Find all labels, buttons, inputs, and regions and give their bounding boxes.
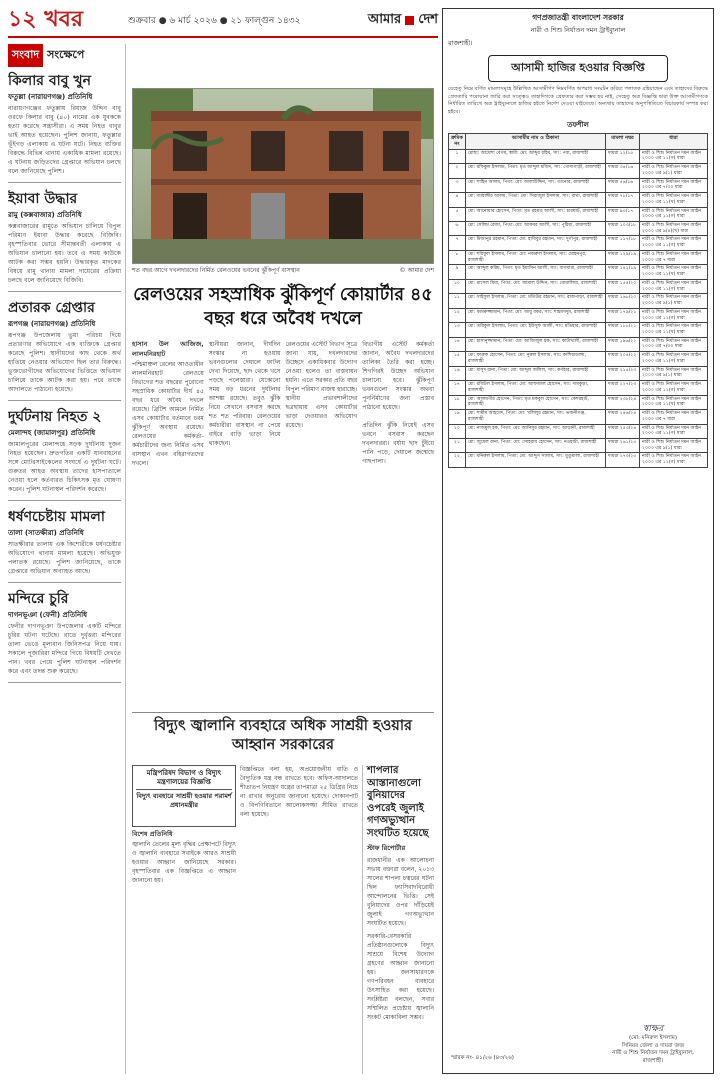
lead-text-4: বিভাগীয় এস্টেট কর্মকর্তা জানান, অবৈধ দখলদারদের তালিকা তৈরি করা হচ্ছে। শিগগিরই উচ্ছেদ অভিযান চালানো হবে। ঝুঁকিপূর্ণ ভবনগুলো সংস্কার অথবা পুনর্নির্মাণের জন্য প্রস্তাব পাঠানো হয়েছে।	[362, 341, 434, 411]
row-section: নারী ও শিশু নির্যাতন দমন আইন ২০০০ এর ১১(খ) ধারা	[640, 395, 708, 409]
row-accused: মো: রবিউল ইসলাম, পিতা: মো: আফজাল হোসেন, সাং: দামকুড়া, রাজশাহী	[465, 381, 605, 395]
side-byline: স্টাফ রিপোর্টার	[367, 844, 406, 852]
paper-name-part-b: দেশ	[418, 11, 438, 27]
row-case-no: দায়রা ২২৭/২৩	[606, 381, 640, 395]
table-row	[449, 294, 708, 308]
row-accused: মোছা: আয়েশা বেগম, স্বামী: মো: আব্দুর রহিম, সাং: পবা, রাজশাহী	[465, 149, 605, 163]
page-masthead	[8, 4, 438, 38]
paper-name	[368, 10, 438, 31]
paper-name-part-a: আমার	[367, 11, 402, 27]
col-header-accused: আসামীর নাম ও ঠিকানা	[465, 134, 605, 150]
table-row	[449, 410, 708, 424]
row-serial: ২০	[449, 424, 466, 438]
row-serial: ৬	[449, 221, 466, 235]
row-section: নারী ও শিশু নির্যাতন দমন আইন ২০০০ এর ৭/৩০ ধারা	[640, 178, 708, 192]
table-row	[449, 453, 708, 467]
energy-text-left: জ্বালানি তেলের মূল্য বৃদ্ধির প্রেক্ষাপটে বিদ্যুৎ ও জ্বালানি ব্যবহারে সবাইকে আরও সাশ্রয়ী হওয়ার আহ্বান জানিয়েছে সরকার। বৃহস্পতিবার এক বিজ্ঞপ্তিতে এ আহ্বান জানানো হয়।	[132, 840, 236, 884]
brief-byline: রূপগঞ্জ (নারায়ণগঞ্জ) প্রতিনিধি	[8, 320, 96, 329]
photo-credit: © আমার দেশ	[399, 267, 434, 274]
row-section: নারী ও শিশু নির্যাতন দমন আইন ২০০০ এর ৯(১) ধারা	[640, 294, 708, 308]
energy-text-mid: বিজ্ঞপ্তিতে বলা হয়, অপ্রয়োজনীয় বাতি ও বৈদ্যুতিক যন্ত্র বন্ধ রাখতে হবে। অফিস-আদালতে শীতাতপ নিয়ন্ত্রণ যন্ত্রের তাপমাত্রা ২৫ ডিগ্রির নিচে না রাখার অনুরোধ জানানো হয়েছে। দোকানপাট ও বিপণিবিতানে আলোকসজ্জা সীমিত রাখতে বলা হয়েছে।	[240, 766, 358, 818]
row-serial: ১৫	[449, 352, 466, 366]
signature-mark: স্বাক্ষর	[642, 1024, 664, 1035]
photo-caption: শত বছর আগে দখলদারদের নির্মিত রেলওয়ের ভবনের ঝুঁকিপূর্ণ বাসস্থান	[132, 267, 300, 274]
table-row	[449, 424, 708, 438]
notice-table-body	[449, 149, 708, 467]
row-accused: মো: মনিরুল ইসলাম, পিতা: মো: আব্দুস সালাম, সাং: মুণ্ডুমালা, রাজশাহী	[465, 453, 605, 467]
row-accused: মো: আব্দুল করিম, পিতা: মৃত ইয়াসিন আলী, সাং: বাগমারা, রাজশাহী	[465, 265, 605, 279]
row-case-no: দায়রা ২৩৮/২৪	[606, 395, 640, 409]
notice-tribunal-line: নারী ও শিশু নির্যাতন দমন ট্রাইব্যুনাল	[530, 26, 626, 34]
row-serial: ১৩	[449, 323, 466, 337]
row-section: নারী ও শিশু নির্যাতন দমন আইন ২০০০ এর ৯(১) ধারা	[640, 439, 708, 453]
row-accused: মো: আলমগীর হোসেন, পিতা: মৃত মকবুল হোসেন, সাং: কেশরহাট, রাজশাহী	[465, 395, 605, 409]
lead-text-3: রেলওয়ের এস্টেট বিভাগ সূত্রে জানা যায়, দখলদারদের উচ্ছেদে একাধিকবার উদ্যোগ নেওয়া হলেও তা বাস্তবায়ন হয়নি। এতে সরকার প্রতি বছর বিপুল পরিমাণ রাজস্ব হারাচ্ছে। স্থানীয় প্রভাবশালীদের ছত্রছায়ায় এসব কোয়ার্টার ভাড়া দেওয়ারও অভিযোগ রয়েছে।	[285, 341, 358, 429]
brief-headline: মন্দিরে চুরি	[8, 590, 69, 607]
row-accused: মো: কামরুজ্জামান, পিতা: মো: আবু বকর, সাং: শাহমখদুম, রাজশাহী	[465, 308, 605, 322]
brief-divider	[8, 182, 121, 183]
row-case-no: দায়রা ৫৬/১৬	[606, 178, 640, 192]
table-row	[449, 207, 708, 221]
row-case-no: দায়রা ৩৪/১৬	[606, 164, 640, 178]
brief-divider	[8, 582, 121, 583]
energy-col-mid	[240, 765, 358, 1074]
brief-headline: কিলার বাবু খুন	[8, 73, 91, 89]
brief-headline: ইয়াবা উদ্ধার	[8, 190, 78, 207]
row-serial: ১২	[449, 308, 466, 322]
row-section: নারী ও শিশু নির্যাতন দমন আইন ২০০০ এর ৭ ধারা	[640, 410, 708, 424]
brief-body: ফেনীর দাগনভূঞা উপজেলার একটি মন্দিরে চুরির ঘটনা ঘটেছে। রাতে দুর্বৃত্তরা মন্দিরের তালা ভেঙে মূল্যবান জিনিসপত্র নিয়ে যায়। সকালে পূজারিরা মন্দিরে গিয়ে বিষয়টি দেখতে পান। খবর পেয়ে পুলিশ ঘটনাস্থল পরিদর্শন করে এবং তদন্ত শুরু করেছে।	[8, 623, 121, 675]
row-serial: ২	[449, 164, 466, 178]
row-section: নারী ও শিশু নির্যাতন দমন আইন ২০০০ এর ৯(১) ধারা	[640, 164, 708, 178]
side-headline: শাপলার আস্তানাগুলো বুনিয়াদের ওপরেই জুলাই গণঅভ্যুত্থান সংঘটিত হয়েছে	[367, 765, 429, 839]
row-accused: মো: মিজানুর রহমান, পিতা: মো: হাবিবুর রহমান, সাং: দুর্গাপুর, রাজশাহী	[465, 236, 605, 250]
notice-place: রাজশাহী।	[448, 39, 473, 47]
brief-body: নারায়ণগঞ্জের ফতুল্লায় রিয়াজ উদ্দিন বাবু ওরফে কিলার বাবু (৪০) নামের এক যুবককে হত্যা করেছে সন্ত্রাসীরা। এ সময় নিহত বাবুর ভাই আহত হয়েছেন। পুলিশ জানায়, ফতুল্লার ভূঁইগড় এলাকায় এ ঘটনা ঘটে। নিহত ব্যক্তির বিরুদ্ধে বিভিন্ন থানায় একাধিক মামলা রয়েছে। এ ঘটনায় জড়িতদের গ্রেপ্তারে অভিযান চলছে বলে জানিয়েছে পুলিশ।	[8, 105, 121, 175]
briefs-tag-label: সংক্ষেপে	[47, 48, 85, 61]
row-serial: ১১	[449, 294, 466, 308]
row-accused: মো: সেলিম রেজা, পিতা: মো: আকবর আলী, সাং: পুঠিয়া, রাজশাহী	[465, 221, 605, 235]
row-section: নারী ও শিশু নির্যাতন দমন আইন ২০০০ এর ১১(গ) ধারা	[640, 308, 708, 322]
table-row	[449, 352, 708, 366]
table-row	[449, 439, 708, 453]
notice-intro: যেহেতু নিম্নে বর্ণিত মামলাসমূহে উল্লিখিত আসামীগণ নিম্নবর্ণিত অপরাধ সংঘটন করিয়া পলাতক রহিয়াছেন এবং তাহাদের বিরুদ্ধে গ্রেফতারি পরোয়ানা জারি করা সত্ত্বেও তাহাদিগকে গ্রেফতার করা সম্ভব হয় নাই, সেহেতু অত্র বিজ্ঞপ্তি দ্বারা উক্ত আসামীগণকে নির্ধারিত তারিখে অত্র ট্রাইব্যুনালে হাজির হইতে নির্দেশ দেওয়া যাইতেছে। অন্যথায় তাহাদের অনুপস্থিতিতে বিচারকার্য সম্পন্ন করা হইবে।	[448, 86, 708, 115]
side-story-column	[362, 765, 434, 1074]
signer-office: নারী ও শিশু নির্যাতন দমন ট্রাইব্যুনাল, রাজশাহী।	[612, 1050, 694, 1064]
brief-body: জামালপুরের মেলান্দহে সড়ক দুর্ঘটনায় দুজন নিহত হয়েছেন। দ্রুতগতির একটি যানবাহনের সঙ্গে মোটরসাইকেলের সংঘর্ষে এ দুর্ঘটনা ঘটে। গুরুতর আহত অবস্থায় তাদের হাসপাতালে নেওয়া হলে কর্তব্যরত চিকিৎসক মৃত ঘোষণা করেন। পুলিশ ঘটনাস্থল পরিদর্শন করেছে।	[8, 441, 121, 493]
signer-title: সিনিয়র জেলা ও দায়রা জজ	[621, 1042, 685, 1049]
row-serial: ৮	[449, 250, 466, 264]
brief-divider	[8, 400, 121, 401]
row-section: নারী ও শিশু নির্যাতন দমন আইন ২০০০ এর ৯(৪)(খ) ধারা	[640, 221, 708, 235]
photo-caption-row	[132, 265, 434, 276]
energy-headline: বিদ্যুৎ জ্বালানি ব্যবহারে অধিক সাশ্রয়ী হওয়ার আহ্বান সরকারের	[132, 712, 434, 755]
press-box-line-1: মন্ত্রিপরিষদ বিভাগ ও বিদ্যুৎ মন্ত্রণালয়ের বিজ্ঞপ্তি	[136, 769, 232, 790]
row-case-no: দায়রা ১২৯/১৯	[606, 250, 640, 264]
row-serial: ১৯	[449, 410, 466, 424]
side-intro-text: প্রতিদিন ঝুঁকি নিয়েই এসব ভবনে বসবাস করছেন দখলদাররা। বর্ষায় ছাদ চুঁইয়ে পানি পড়ে, দেয়ালে জন্মেছে গাছপালা।	[362, 422, 434, 465]
brief-byline: মেলান্দহ (জামালপুর) প্রতিনিধি	[8, 429, 96, 438]
press-release-box	[132, 765, 236, 827]
brief-headline: দুর্ঘটনায় নিহত ২	[8, 408, 102, 425]
brief-item	[8, 300, 121, 401]
row-accused: মো: শরিফুল ইসলাম, পিতা: মো: নজরুল ইসলাম, সাং: মোহনপুর, রাজশাহী	[465, 250, 605, 264]
lead-headline: রেলওয়ের সহস্রাধিক ঝুঁকিপূর্ণ কোয়ার্টার ৪৫ বছর ধরে অবৈধ দখলে	[133, 285, 433, 329]
side-body: রাজধানীর এক আলোচনা সভায় বক্তারা বলেন, ২০১৩ সালের শাপলা চত্বরের ঘটনা ছিল ফ্যাসিবাদবিরোধী আন্দোলনের ভিত্তি। সেই বুনিয়াদের ওপর দাঁড়িয়েই জুলাই গণঅভ্যুত্থান সংঘটিত হয়েছে।	[367, 857, 434, 927]
row-section: নারী ও শিশু নির্যাতন দমন আইন ২০০০ এর ১১(গ) ধারা	[640, 149, 708, 163]
brief-item	[8, 591, 121, 683]
row-section: নারী ও শিশু নির্যাতন দমন আইন ২০০০ এর ৭ ধারা	[640, 250, 708, 264]
briefs-tag-red: সংবাদ	[8, 44, 43, 67]
notice-memo: স্মারক নং- ৪১/২৬ (৪৩/২৬)	[451, 1055, 514, 1061]
row-serial: ৫	[449, 207, 466, 221]
brief-divider	[8, 682, 121, 683]
col-header-section: ধারা	[640, 134, 708, 150]
row-section: নারী ও শিশু নির্যাতন দমন আইন ২০০০ এর ১১(গ) ধারা	[640, 279, 708, 293]
energy-body-left	[132, 830, 236, 1074]
row-case-no: দায়রা ১৮৮/২১	[606, 323, 640, 337]
row-accused: মো: জাহাঙ্গীর আলম, পিতা: মো: সিরাজুল ইসলাম, সাং: বাঘা, রাজশাহী	[465, 193, 605, 207]
row-case-no: দায়রা ৯০/১৭	[606, 207, 640, 221]
energy-byline: বিশেষ প্রতিনিধি	[132, 830, 173, 838]
table-row	[449, 337, 708, 351]
row-serial: ২১	[449, 439, 466, 453]
table-row	[449, 149, 708, 163]
table-row	[449, 366, 708, 380]
brief-item	[8, 191, 121, 292]
row-case-no: দায়রা ৭৮/১৭	[606, 193, 640, 207]
lead-text-2: স্থানীয়রা জানান, দীর্ঘদিন সংস্কার না হওয়ায় ভবনগুলোর দেয়ালে ফাটল দেখা দিয়েছে, ছাদ থেকে খসে পড়ছে পলেস্তারা। যেকোনো সময় বড় ধরনের দুর্ঘটনার আশঙ্কা রয়েছে। তবুও ঝুঁকি নিয়ে সেখানে বসবাস করছে শত শত পরিবার। রেলওয়ের কর্মচারীরা বাসস্থান না পেয়ে বাইরে বাড়ি ভাড়া নিয়ে থাকছেন।	[208, 341, 281, 447]
row-accused: মো: মাসুদ রানা, পিতা: মো: আব্দুল জলিল, সাং: কর্ণহার, রাজশাহী	[465, 366, 605, 380]
table-row	[449, 193, 708, 207]
col-header-case: মামলা নম্বর	[606, 134, 640, 150]
table-row	[449, 250, 708, 264]
row-case-no: দায়রা ১০৩/১৮	[606, 221, 640, 235]
brief-divider	[8, 291, 121, 292]
row-serial: ২২	[449, 453, 466, 467]
energy-body-right	[240, 765, 358, 1074]
row-case-no: দায়রা ২৭০/২৫	[606, 453, 640, 467]
row-case-no: দায়রা ২৬১/২৫	[606, 439, 640, 453]
notice-title: আসামী হাজির হওয়ার বিজ্ঞপ্তি	[488, 55, 668, 82]
row-case-no: দায়রা ২০৪/২২	[606, 352, 640, 366]
brief-headline: প্রতারক গ্রেপ্তার	[8, 299, 95, 316]
briefs-list	[8, 73, 121, 683]
row-section: নারী ও শিশু নির্যাতন দমন আইন ২০০০ এর ১১(খ) ধারা	[640, 193, 708, 207]
page-label: ১২ খবর	[8, 6, 84, 32]
row-serial: ১৬	[449, 366, 466, 380]
lead-story-body	[132, 340, 434, 708]
lead-col-3	[286, 340, 358, 708]
row-case-no: দায়রা ১৭৯/২১	[606, 308, 640, 322]
row-accused: মো: আনোয়ার হোসেন, পিতা: মৃত রহমত আলী, সাং: চারঘাট, রাজশাহী	[465, 207, 605, 221]
table-row	[449, 221, 708, 235]
lead-text-1: পশ্চিমাঞ্চল রেলের আওতাধীন লালমনিরহাট রেলওয়ে বিভাগের শত বছরের পুরোনো সহস্রাধিক কোয়ার্টার দীর্ঘ ৪৫ বছর ধরে অবৈধ দখলে রয়েছে। ব্রিটিশ আমলে নির্মিত এসব কোয়ার্টার বর্তমানে চরম ঝুঁকিপূর্ণ অবস্থায় রয়েছে। রেলওয়ের কর্মকর্তা-কর্মচারীদের জন্য নির্মিত এসব বাসস্থান এখন বহিরাগতদের দখলে।	[132, 360, 204, 467]
press-box-line-2: বিদ্যুৎ ব্যবহারে সাশ্রয়ী হওয়ার পরামর্শ প্রধানমন্ত্রীর	[136, 792, 232, 809]
row-accused: মো: ফারুক হোসেন, পিতা: মো: নুরুল ইসলাম, সাং: কাশিয়াডাঙ্গা, রাজশাহী	[465, 352, 605, 366]
lead-byline: হাসান উল আজিজ, লালমনিরহাট	[132, 340, 204, 358]
row-case-no: দায়রা ১৪২/১৯	[606, 265, 640, 279]
row-accused: মো: শামীম আহমেদ, পিতা: মো: খলিলুর রহমান, সাং: ভবানীগঞ্জ, রাজশাহী	[465, 410, 605, 424]
brief-item	[8, 409, 121, 501]
brief-byline: তালা (সাতক্ষীরা) প্রতিনিধি	[8, 529, 84, 538]
building-photo-illustration	[133, 89, 434, 264]
news-briefs-column	[8, 44, 126, 1074]
row-accused: মো: রাসেল মিয়া, পিতা: মো: জামাল উদ্দিন, সাং: বোয়ালিয়া, রাজশাহী	[465, 279, 605, 293]
table-row	[449, 308, 708, 322]
row-case-no: দায়রা ২১৫/২৩	[606, 366, 640, 380]
brief-item	[8, 73, 121, 183]
row-section: নারী ও শিশু নির্যাতন দমন আইন ২০০০ এর ১১(গ) ধারা	[640, 453, 708, 467]
notice-gov-line: গণপ্রজাতন্ত্রী বাংলাদেশ সরকার	[532, 13, 624, 22]
row-serial: ৩	[449, 178, 466, 192]
row-case-no: দায়রা ১৫৫/২০	[606, 279, 640, 293]
row-serial: ১	[449, 149, 466, 163]
notice-signature-block	[603, 1023, 703, 1065]
brief-divider	[8, 500, 121, 501]
row-section: নারী ও শিশু নির্যাতন দমন আইন ২০০০ এর ১১(গ) ধারা	[640, 352, 708, 366]
row-section: নারী ও শিশু নির্যাতন দমন আইন ২০০০ এর ১১(গ) ধারা	[640, 236, 708, 250]
row-section: নারী ও শিশু নির্যাতন দমন আইন ২০০০ এর ১১(গ) ধারা	[640, 207, 708, 221]
row-accused: মো: নাজমুল হক, পিতা: মো: আনিসুর রহমান, সাং: আড়ানী, রাজশাহী	[465, 424, 605, 438]
row-section: নারী ও শিশু নির্যাতন দমন আইন ২০০০ এর ৭/৩০ ধারা	[640, 337, 708, 351]
table-row	[449, 164, 708, 178]
lead-photo	[132, 88, 434, 264]
row-accused: মো: তরিকুল ইসলাম, পিতা: মো: ইউসুফ আলী, সাং: মতিহার, রাজশাহী	[465, 323, 605, 337]
row-accused: মো: রফিকুল ইসলাম, পিতা: মৃত আব্দুল মজিদ, সাং: গোদাগাড়ী, রাজশাহী	[465, 164, 605, 178]
row-serial: ১০	[449, 279, 466, 293]
notice-schedule-label: তফশীল	[567, 121, 589, 130]
row-serial: ৯	[449, 265, 466, 279]
brief-byline: রামু (কক্সবাজার) প্রতিনিধি	[8, 211, 82, 220]
row-case-no: দায়রা ১৯৬/২২	[606, 337, 640, 351]
briefs-section-tag	[8, 44, 121, 67]
table-row	[449, 178, 708, 192]
lead-col-1	[132, 340, 204, 708]
brief-body: সাতক্ষীরার তালায় এক কিশোরীকে ধর্ষণচেষ্টার অভিযোগে থানায় মামলা হয়েছে। অভিযুক্ত পলাতক রয়েছে। পুলিশ জানিয়েছে, তাকে গ্রেপ্তারে অভিযান অব্যাহত আছে।	[8, 541, 121, 575]
table-row	[449, 323, 708, 337]
notice-table	[448, 133, 708, 468]
row-section: নারী ও শিশু নির্যাতন দমন আইন ২০০০ এর ১১(গ) ধারা	[640, 381, 708, 395]
brief-body: কক্সবাজারের রামুতে অভিযান চালিয়ে বিপুল পরিমাণ ইয়াবা উদ্ধার করেছে বিজিবি। বৃহস্পতিবার ভোরে সীমান্তবর্তী এলাকায় এ অভিযান চালানো হয়। তবে এ সময় কাউকে আটক করা সম্ভব হয়নি। উদ্ধারকৃত মাদকের বিষয়ে রামু থানায় মামলা দায়েরের প্রক্রিয়া চলছে বলে জানিয়েছে বিজিবি।	[8, 223, 121, 284]
lead-col-4	[362, 340, 434, 708]
signer-name: (মো: মনিরুল ইসলাম)	[629, 1035, 677, 1042]
row-case-no: দায়রা ১১৭/১৮	[606, 236, 640, 250]
row-case-no: দায়রা ১২/১৫	[606, 149, 640, 163]
brief-item	[8, 509, 121, 583]
row-accused: মো: সাইফুল ইসলাম, পিতা: মো: মতিউর রহমান, সাং: রাজপাড়া, রাজশাহী	[465, 294, 605, 308]
row-case-no: দায়রা ২৫৩/২৪	[606, 424, 640, 438]
table-row	[449, 381, 708, 395]
row-serial: ৭	[449, 236, 466, 250]
row-section: নারী ও শিশু নির্যাতন দমন আইন ২০০০ এর ১১(খ) ধারা	[640, 323, 708, 337]
col-header-serial: ক্রমিক নং	[449, 134, 466, 150]
row-serial: ৪	[449, 193, 466, 207]
paper-logo-mark	[405, 16, 414, 25]
energy-text-right: সরকারি-বেসরকারি প্রতিষ্ঠানগুলোকে বিদ্যুৎ সাশ্রয়ে বিশেষ উদ্যোগ গ্রহণের আহ্বান জানানো হয়। জনসাধারণকে গণপরিবহন ব্যবহারে উৎসাহিত করা হয়েছে। সংশ্লিষ্টরা বলছেন, সবার সম্মিলিত প্রচেষ্টায় জ্বালানি সংকট মোকাবিলা সম্ভব।	[367, 933, 434, 1021]
row-serial: ১৮	[449, 395, 466, 409]
row-section: নারী ও শিশু নির্যাতন দমন আইন ২০০০ এর ১১(গ) ধারা	[640, 424, 708, 438]
court-notice	[442, 8, 714, 1074]
table-row	[449, 279, 708, 293]
row-accused: মো: শাহিন আলম, পিতা: মো: আলাউদ্দিন, সাং: তানোর, রাজশাহী	[465, 178, 605, 192]
brief-byline: ফতুল্লা (নারায়ণগঞ্জ) প্রতিনিধি	[8, 93, 93, 102]
row-accused: মো: হাসানুজ্জামান, পিতা: মো: আজিজুল হক, সাং: কাটাখালী, রাজশাহী	[465, 337, 605, 351]
row-section: নারী ও শিশু নির্যাতন দমন আইন ২০০০ এর ১১(খ) ধারা	[640, 265, 708, 279]
row-serial: ১৪	[449, 337, 466, 351]
lead-col-2	[209, 340, 281, 708]
row-case-no: দায়রা ১৬৮/২০	[606, 294, 640, 308]
row-serial: ১৭	[449, 381, 466, 395]
brief-byline: দাগনভূঞা (ফেনী) প্রতিনিধি	[8, 611, 88, 620]
date-line: শুক্রবার ● ৬ মার্চ ২০২৬ ● ২১ ফাল্গুন ১৪৩২	[128, 15, 301, 26]
notice-table-header	[449, 134, 708, 150]
row-section: নারী ও শিশু নির্যাতন দমন আইন ২০০০ এর ৯(১) ধারা	[640, 366, 708, 380]
brief-body: রূপগঞ্জ উপজেলায় ভুয়া পরিচয় দিয়ে প্রতারণার অভিযোগে এক ব্যক্তিকে গ্রেপ্তার করেছে পুলিশ। স্থানীয়দের কাছ থেকে অর্থ হাতিয়ে নেওয়ার অভিযোগ ছিল তার বিরুদ্ধে। ভুক্তভোগীদের অভিযোগের ভিত্তিতে অভিযান চালিয়ে তাকে আটক করা হয়। পরে তাকে আদালতে পাঠানো হয়েছে।	[8, 332, 121, 393]
table-row	[449, 265, 708, 279]
row-case-no: দায়রা ২৪৬/২৪	[606, 410, 640, 424]
brief-headline: ধর্ষণচেষ্টায় মামলা	[8, 508, 105, 525]
table-row	[449, 395, 708, 409]
table-row	[449, 236, 708, 250]
row-accused: মো: জুয়েল রানা, পিতা: মো: সোহরাব হোসেন, সাং: নওহাটা, রাজশাহী	[465, 439, 605, 453]
